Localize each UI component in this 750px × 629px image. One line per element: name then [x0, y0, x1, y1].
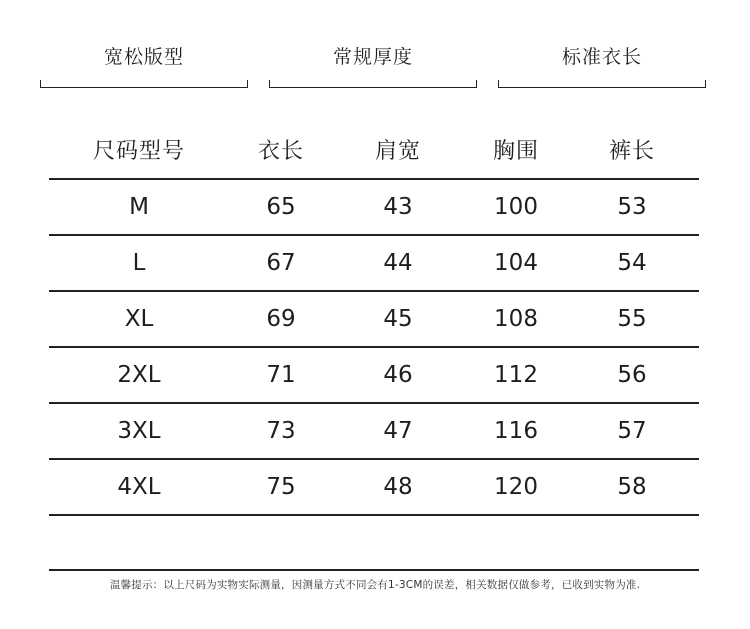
size-cell: 3XL	[117, 418, 161, 444]
bracket-divider	[498, 80, 706, 88]
table-row	[49, 404, 699, 460]
length-cell: 71	[266, 362, 296, 388]
pants-length-cell: 57	[617, 418, 647, 444]
size-cell: M	[129, 194, 149, 220]
bracket-divider	[269, 80, 477, 88]
pants-length-cell: 53	[617, 194, 647, 220]
chest-cell: 100	[494, 194, 538, 220]
table-row	[49, 460, 699, 516]
shoulder-cell: 48	[383, 474, 413, 500]
shoulder-cell: 47	[383, 418, 413, 444]
shoulder-cell: 45	[383, 306, 413, 332]
feature-label: 宽松版型	[103, 46, 184, 68]
shoulder-cell: 44	[383, 250, 413, 276]
table-header-row	[49, 117, 699, 180]
header-pants-length: 裤长	[608, 139, 655, 164]
header-length: 衣长	[257, 139, 304, 164]
table-row	[49, 236, 699, 292]
size-cell: 2XL	[117, 362, 161, 388]
size-table	[49, 117, 699, 571]
pants-length-cell: 55	[617, 306, 647, 332]
header-size: 尺码型号	[92, 139, 185, 164]
empty-table-row	[49, 516, 699, 571]
size-cell: 4XL	[117, 474, 161, 500]
chest-cell: 112	[494, 362, 538, 388]
shoulder-cell: 46	[383, 362, 413, 388]
feature-standard-length	[498, 44, 706, 90]
length-cell: 73	[266, 418, 296, 444]
measurement-note: 温馨提示：以上尺码为实物实际测量，因测量方式不同会有1-3CM的误差，相关数据仅做参考，已收到实物为准.	[109, 579, 641, 591]
chest-cell: 108	[494, 306, 538, 332]
pants-length-cell: 54	[617, 250, 647, 276]
size-cell: XL	[124, 306, 154, 332]
length-cell: 67	[266, 250, 296, 276]
header-chest: 胸围	[492, 139, 539, 164]
feature-label: 常规厚度	[332, 46, 413, 68]
feature-label: 标准衣长	[561, 46, 642, 68]
table-row	[49, 348, 699, 404]
table-row	[49, 292, 699, 348]
bracket-divider	[40, 80, 248, 88]
chest-cell: 120	[494, 474, 538, 500]
header-shoulder: 肩宽	[374, 139, 421, 164]
pants-length-cell: 56	[617, 362, 647, 388]
length-cell: 65	[266, 194, 296, 220]
chest-cell: 104	[494, 250, 538, 276]
shoulder-cell: 43	[383, 194, 413, 220]
size-cell: L	[132, 250, 146, 276]
length-cell: 75	[266, 474, 296, 500]
pants-length-cell: 58	[617, 474, 647, 500]
chest-cell: 116	[494, 418, 538, 444]
length-cell: 69	[266, 306, 296, 332]
feature-regular-thickness	[269, 44, 477, 90]
feature-loose-fit	[40, 44, 248, 90]
table-row	[49, 180, 699, 236]
